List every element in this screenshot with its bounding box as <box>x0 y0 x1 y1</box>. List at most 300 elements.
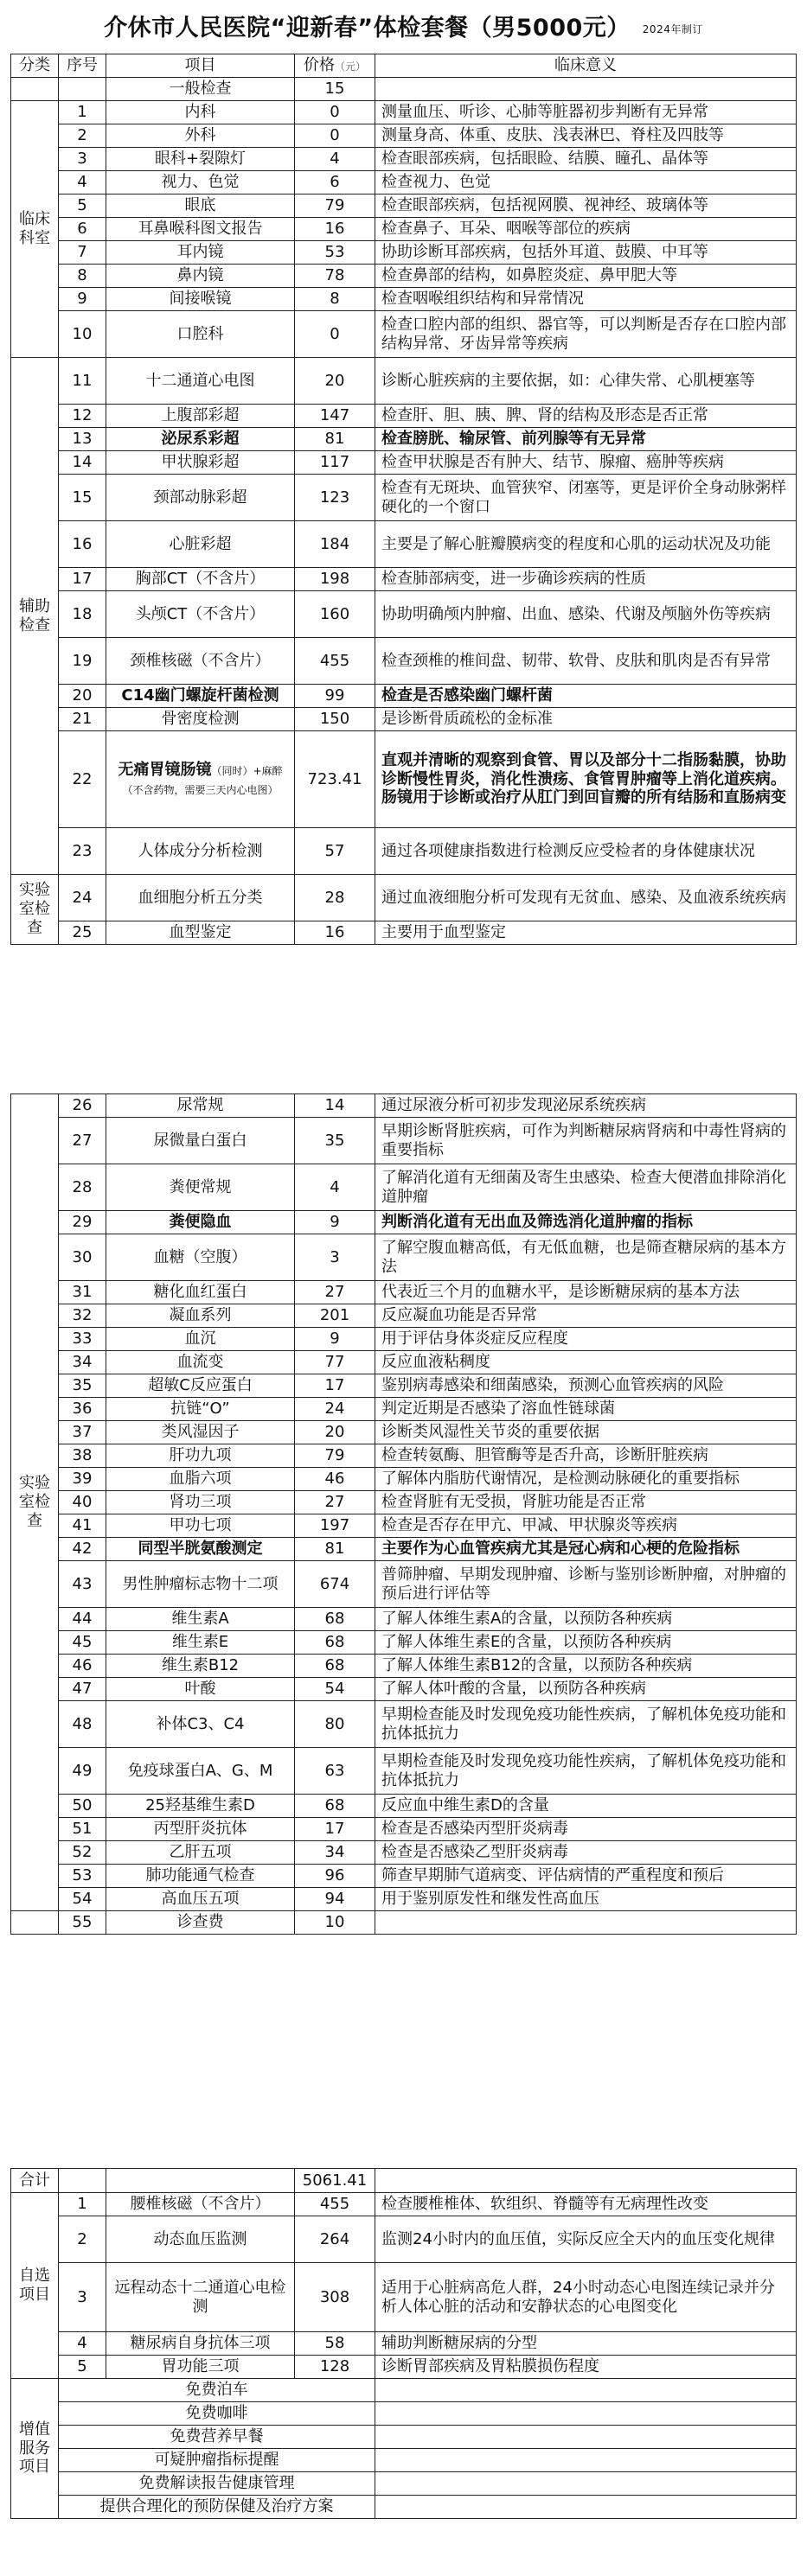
row-meaning: 诊断胃部疾病及胃粘膜损伤程度 <box>375 2356 797 2379</box>
row-no: 10 <box>59 311 106 358</box>
category-optional: 自选项目 <box>11 2193 59 2379</box>
row-price: 147 <box>295 405 375 428</box>
table-row <box>11 218 797 241</box>
table-row <box>11 1841 797 1865</box>
row-item: 血流变 <box>106 1351 295 1374</box>
row-item: 抗链“O” <box>106 1398 295 1421</box>
row-meaning: 检查是否感染乙型肝炎病毒 <box>375 1841 797 1865</box>
row-meaning: 了解人体维生素E的含量，以预防各种疾病 <box>375 1631 797 1655</box>
title-text: 介休市人民医院“迎新春”体检套餐（男5000元） <box>104 15 631 41</box>
total-value: 5061.41 <box>295 2169 375 2193</box>
row-no: 1 <box>59 101 106 124</box>
row-meaning: 测量身高、体重、皮肤、浅表淋巴、脊柱及四肢等 <box>375 124 797 148</box>
service-meaning-empty <box>375 2402 797 2426</box>
row-item: 鼻内镜 <box>106 265 295 288</box>
row-price: 160 <box>295 591 375 638</box>
row-item: 血细胞分析五分类 <box>106 875 295 921</box>
row-item: 颈部动脉彩超 <box>106 475 295 521</box>
row-price: 96 <box>295 1865 375 1888</box>
row-item: 乙肝五项 <box>106 1841 295 1865</box>
row-no: 26 <box>59 1094 106 1118</box>
table-row <box>11 1678 797 1701</box>
row-price: 68 <box>295 1608 375 1631</box>
row-no: 36 <box>59 1398 106 1421</box>
service-meaning-empty <box>375 2426 797 2449</box>
row-item: 肺功能通气检查 <box>106 1865 295 1888</box>
row-item: 同型半胱氨酸测定 <box>106 1538 295 1561</box>
row-no: 48 <box>59 1701 106 1748</box>
row-price: 4 <box>295 1164 375 1211</box>
lab-table-body <box>11 1094 797 1935</box>
row-item: 维生素E <box>106 1631 295 1655</box>
row-price: 27 <box>295 1491 375 1514</box>
row-no: 8 <box>59 265 106 288</box>
row-price: 35 <box>295 1118 375 1164</box>
table-row <box>11 731 797 828</box>
row-item: 动态血压监测 <box>106 2216 295 2263</box>
row-item: 口腔科 <box>106 311 295 358</box>
row-price: 20 <box>295 1421 375 1444</box>
row-meaning: 检查甲状腺是否有肿大、结节、腺瘤、癌肿等疾病 <box>375 451 797 475</box>
row-price: 4 <box>295 148 375 171</box>
row-item: 尿微量白蛋白 <box>106 1118 295 1164</box>
service-row <box>11 2402 797 2426</box>
row-price: 198 <box>295 568 375 591</box>
row-price: 77 <box>295 1351 375 1374</box>
row-price: 10 <box>295 1911 375 1935</box>
table-row <box>11 1701 797 1748</box>
package-table-part3 <box>10 2168 797 2519</box>
total-empty-item <box>106 2169 295 2193</box>
total-row <box>11 2169 797 2193</box>
category-cell-empty <box>11 1911 59 1935</box>
row-price: 79 <box>295 194 375 218</box>
service-row <box>11 2496 797 2519</box>
row-meaning: 检查膀胱、输尿管、前列腺等有无异常 <box>375 428 797 451</box>
row-item: 胸部CT（不含片） <box>106 568 295 591</box>
row-item-endoscopy <box>106 731 295 828</box>
row-price: 201 <box>295 1304 375 1328</box>
table-row <box>11 1421 797 1444</box>
table-row <box>11 1491 797 1514</box>
row-item: 泌尿系彩超 <box>106 428 295 451</box>
service-row <box>11 2379 797 2402</box>
table-row <box>11 521 797 568</box>
table-row <box>11 1444 797 1468</box>
row-meaning: 协助诊断耳部疾病，包括外耳道、鼓膜、中耳等 <box>375 241 797 265</box>
row-meaning: 辅助判断糖尿病的分型 <box>375 2332 797 2356</box>
optional-row <box>11 2263 797 2332</box>
header-no: 序号 <box>59 54 106 78</box>
row-item: 尿常规 <box>106 1094 295 1118</box>
table-row <box>11 1818 797 1841</box>
row-no: 16 <box>59 521 106 568</box>
table-row <box>11 1911 797 1935</box>
row-meaning: 筛查早期肺气道病变、评估病情的严重程度和预后 <box>375 1865 797 1888</box>
optional-row <box>11 2332 797 2356</box>
optional-and-services-body <box>11 2193 797 2519</box>
row-meaning: 了解体内脂肪代谢情况，是检测动脉硬化的重要指标 <box>375 1468 797 1491</box>
header-meaning: 临床意义 <box>375 54 797 78</box>
table-row <box>11 1211 797 1234</box>
row-item: 糖尿病自身抗体三项 <box>106 2332 295 2356</box>
row-item: 间接喉镜 <box>106 288 295 311</box>
row-price: 79 <box>295 1444 375 1468</box>
row-meaning: 检查是否感染幽门螺杆菌 <box>375 685 797 708</box>
table-row <box>11 1631 797 1655</box>
row-meaning: 检查鼻部的结构，如鼻腔炎症、鼻甲肥大等 <box>375 265 797 288</box>
table-row <box>11 1514 797 1538</box>
row-meaning: 检查颈椎的椎间盘、韧带、软骨、皮肤和肌肉是否有异常 <box>375 638 797 685</box>
row-item-sub: （不含药物，需要三天内心电图） <box>122 783 279 796</box>
row-no: 9 <box>59 288 106 311</box>
table-row <box>11 591 797 638</box>
row-price: 80 <box>295 1701 375 1748</box>
header-category: 分类 <box>11 54 59 78</box>
table-row <box>11 1234 797 1281</box>
row-no: 11 <box>59 358 106 405</box>
row-item: 血糖（空腹） <box>106 1234 295 1281</box>
table-row <box>11 428 797 451</box>
table-row <box>11 1468 797 1491</box>
service-row <box>11 2426 797 2449</box>
table-header-row <box>11 54 797 78</box>
row-item: 肝功九项 <box>106 1444 295 1468</box>
row-meaning: 协助明确颅内肿瘤、出血、感染、代谢及颅脑外伤等疾病 <box>375 591 797 638</box>
row-no: 28 <box>59 1164 106 1211</box>
table-row <box>11 148 797 171</box>
row-no: 49 <box>59 1748 106 1795</box>
row-price: 54 <box>295 1678 375 1701</box>
table-row <box>11 1164 797 1211</box>
row-meaning: 用于评估身体炎症反应程度 <box>375 1328 797 1351</box>
table-row <box>11 194 797 218</box>
row-meaning: 了解空腹血糖高低，有无低血糖，也是筛查糖尿病的基本方法 <box>375 1234 797 1281</box>
row-no: 47 <box>59 1678 106 1701</box>
row-price: 0 <box>295 311 375 358</box>
row-meaning: 直观并清晰的观察到食管、胃以及部分十二指肠黏膜，协助诊断慢性胃炎，消化性溃疡、食管胃肿瘤等上消化道疾病。肠镜用于诊断或治疗从肛门到回盲瓣的所有结肠和直肠病变 <box>375 731 797 828</box>
table-row <box>11 1561 797 1608</box>
row-meaning: 检查有无斑块、血管狭窄、闭塞等，更是评价全身动脉粥样硬化的一个窗口 <box>375 475 797 521</box>
table-row <box>11 475 797 521</box>
row-meaning: 早期诊断肾脏疾病，可作为判断糖尿病肾病和中毒性肾病的重要指标 <box>375 1118 797 1164</box>
row-meaning: 是诊断骨质疏松的金标准 <box>375 708 797 731</box>
row-no: 27 <box>59 1118 106 1164</box>
row-no: 53 <box>59 1865 106 1888</box>
page-title <box>0 9 807 42</box>
table-row <box>11 241 797 265</box>
row-meaning: 检查口腔内部的组织、器官等，可以判断是否存在口腔内部结构异常、牙齿异常等疾病 <box>375 311 797 358</box>
row-meaning: 检查眼部疾病，包括视网膜、视神经、玻璃体等 <box>375 194 797 218</box>
row-item: 颈椎核磁（不含片） <box>106 638 295 685</box>
row-price: 197 <box>295 1514 375 1538</box>
table-row <box>11 1538 797 1561</box>
table-row <box>11 568 797 591</box>
table-row <box>11 875 797 921</box>
row-price: 16 <box>295 921 375 945</box>
row-item: 人体成分分析检测 <box>106 828 295 875</box>
row-price: 34 <box>295 1841 375 1865</box>
row-price: 17 <box>295 1818 375 1841</box>
service-meaning-empty <box>375 2472 797 2496</box>
row-item: 免疫球蛋白A、G、M <box>106 1748 295 1795</box>
table-row <box>11 171 797 194</box>
row-meaning: 了解人体叶酸的含量，以预防各种疾病 <box>375 1678 797 1701</box>
row-item: 甲功七项 <box>106 1514 295 1538</box>
table-row <box>11 1374 797 1398</box>
row-no: 32 <box>59 1304 106 1328</box>
row-meaning: 监测24小时内的血压值，实际反应全天内的血压变化规律 <box>375 2216 797 2263</box>
row-item: 外科 <box>106 124 295 148</box>
row-meaning: 检查是否存在甲亢、甲减、甲状腺炎等疾病 <box>375 1514 797 1538</box>
row-item: 丙型肝炎抗体 <box>106 1818 295 1841</box>
row-item: 视力、色觉 <box>106 171 295 194</box>
row-price: 94 <box>295 1888 375 1911</box>
row-meaning: 检查腰椎椎体、软组织、脊髓等有无病理性改变 <box>375 2193 797 2216</box>
category-clinic: 临床科室 <box>11 101 59 358</box>
row-no: 5 <box>59 194 106 218</box>
category-lab-main: 实验室检查 <box>11 1094 59 1911</box>
row-price: 24 <box>295 1398 375 1421</box>
table-row <box>11 1351 797 1374</box>
row-item: 远程动态十二通道心电检测 <box>106 2263 295 2332</box>
row-item: 粪便常规 <box>106 1164 295 1211</box>
row-no: 2 <box>59 2216 106 2263</box>
row-price: 308 <box>295 2263 375 2332</box>
row-item: 头颅CT（不含片） <box>106 591 295 638</box>
table-row <box>11 1398 797 1421</box>
service-meaning-empty <box>375 2449 797 2472</box>
table-row <box>11 124 797 148</box>
row-no: 40 <box>59 1491 106 1514</box>
row-item: 凝血系列 <box>106 1304 295 1328</box>
row-no: 21 <box>59 708 106 731</box>
row-price: 16 <box>295 218 375 241</box>
row-item: 血型鉴定 <box>106 921 295 945</box>
row-item: 眼科+裂隙灯 <box>106 148 295 171</box>
row-no: 45 <box>59 1631 106 1655</box>
row-no: 37 <box>59 1421 106 1444</box>
row-price: 264 <box>295 2216 375 2263</box>
row-no-empty <box>59 78 106 101</box>
row-no: 6 <box>59 218 106 241</box>
row-no: 39 <box>59 1468 106 1491</box>
row-meaning: 鉴别病毒感染和细菌感染，预测心血管疾病的风险 <box>375 1374 797 1398</box>
row-price: 57 <box>295 828 375 875</box>
package-table-part2 <box>10 1094 797 1935</box>
row-item: 粪便隐血 <box>106 1211 295 1234</box>
row-no: 20 <box>59 685 106 708</box>
category-aux: 辅助检查 <box>11 358 59 875</box>
row-no: 38 <box>59 1444 106 1468</box>
row-no: 42 <box>59 1538 106 1561</box>
row-no: 3 <box>59 148 106 171</box>
row-meaning: 判断消化道有无出血及筛选消化道肿瘤的指标 <box>375 1211 797 1234</box>
service-item: 免费咖啡 <box>59 2402 375 2426</box>
row-price: 14 <box>295 1094 375 1118</box>
row-meaning: 主要是了解心脏瓣膜病变的程度和心肌的运动状况及功能 <box>375 521 797 568</box>
row-item: 心脏彩超 <box>106 521 295 568</box>
table-row <box>11 311 797 358</box>
header-price-label: 价格 <box>303 56 335 75</box>
row-item: 维生素B12 <box>106 1655 295 1678</box>
row-meaning: 诊断类风湿性关节炎的重要依据 <box>375 1421 797 1444</box>
row-item: 耳鼻喉科图文报告 <box>106 218 295 241</box>
row-item: 眼底 <box>106 194 295 218</box>
row-price: 15 <box>295 78 375 101</box>
table-row <box>11 1888 797 1911</box>
header <box>0 0 807 52</box>
row-no: 46 <box>59 1655 106 1678</box>
row-meaning: 测量血压、听诊、心肺等脏器初步判断有无异常 <box>375 101 797 124</box>
row-meaning: 通过尿液分析可初步发现泌尿系统疾病 <box>375 1094 797 1118</box>
table-row <box>11 828 797 875</box>
service-item: 免费泊车 <box>59 2379 375 2402</box>
row-no: 55 <box>59 1911 106 1935</box>
row-meaning: 检查肝、胆、胰、脾、肾的结构及形态是否正常 <box>375 405 797 428</box>
header-price-unit: （元） <box>334 61 366 73</box>
table-row <box>11 265 797 288</box>
row-no: 30 <box>59 1234 106 1281</box>
service-meaning-empty <box>375 2496 797 2519</box>
row-no: 18 <box>59 591 106 638</box>
row-meaning: 主要作为心血管疾病尤其是冠心病和心梗的危险指标 <box>375 1538 797 1561</box>
row-meaning: 检查鼻子、耳朵、咽喉等部位的疾病 <box>375 218 797 241</box>
row-item: 高血压五项 <box>106 1888 295 1911</box>
table-row <box>11 358 797 405</box>
table-row <box>11 921 797 945</box>
row-no: 3 <box>59 2263 106 2332</box>
table-row <box>11 1094 797 1118</box>
row-meaning: 用于鉴别原发性和继发性高血压 <box>375 1888 797 1911</box>
row-meaning: 检查咽喉组织结构和异常情况 <box>375 288 797 311</box>
row-item: 血脂六项 <box>106 1468 295 1491</box>
row-price: 3 <box>295 1234 375 1281</box>
table-row <box>11 1655 797 1678</box>
row-no: 23 <box>59 828 106 875</box>
service-item: 免费解读报告健康管理 <box>59 2472 375 2496</box>
row-price: 117 <box>295 451 375 475</box>
row-meaning: 了解人体维生素B12的含量，以预防各种疾病 <box>375 1655 797 1678</box>
row-price: 81 <box>295 1538 375 1561</box>
row-no: 15 <box>59 475 106 521</box>
row-price: 78 <box>295 265 375 288</box>
row-meaning: 代表近三个月的血糖水平，是诊断糖尿病的基本方法 <box>375 1281 797 1304</box>
row-price: 58 <box>295 2332 375 2356</box>
service-row <box>11 2472 797 2496</box>
table-row <box>11 1748 797 1795</box>
row-no: 2 <box>59 124 106 148</box>
row-item: 耳内镜 <box>106 241 295 265</box>
row-meaning: 主要用于血型鉴定 <box>375 921 797 945</box>
row-item: 腰椎核磁（不含片） <box>106 2193 295 2216</box>
row-price: 455 <box>295 2193 375 2216</box>
row-item: 内科 <box>106 101 295 124</box>
row-item: 男性肿瘤标志物十二项 <box>106 1561 295 1608</box>
row-item: 25羟基维生素D <box>106 1795 295 1818</box>
category-lab: 实验室检查 <box>11 875 59 945</box>
table-row <box>11 288 797 311</box>
row-meaning: 适用于心脏病高危人群，24小时动态心电图连续记录并分析人体心脏的活动和安静状态的心电图变化 <box>375 2263 797 2332</box>
row-price: 68 <box>295 1795 375 1818</box>
row-meaning: 反应血液粘稠度 <box>375 1351 797 1374</box>
row-meaning: 了解消化道有无细菌及寄生虫感染、检查大便潜血排除消化道肿瘤 <box>375 1164 797 1211</box>
row-no: 24 <box>59 875 106 921</box>
table-row <box>11 1608 797 1631</box>
row-price: 723.41 <box>295 731 375 828</box>
row-no: 50 <box>59 1795 106 1818</box>
row-price: 68 <box>295 1655 375 1678</box>
table-row <box>11 405 797 428</box>
category-cell-empty <box>11 78 59 101</box>
row-no: 34 <box>59 1351 106 1374</box>
row-no: 12 <box>59 405 106 428</box>
row-price: 17 <box>295 1374 375 1398</box>
row-no: 5 <box>59 2356 106 2379</box>
row-item-note: （同时）+麻醉 <box>211 764 283 777</box>
row-item: 血沉 <box>106 1328 295 1351</box>
row-price: 46 <box>295 1468 375 1491</box>
row-no: 54 <box>59 1888 106 1911</box>
row-item: C14幽门螺旋杆菌检测 <box>106 685 295 708</box>
row-no: 4 <box>59 171 106 194</box>
table-row <box>11 1281 797 1304</box>
row-item-main: 无痛胃镜肠镜 <box>118 760 212 779</box>
total-empty-meaning <box>375 2169 797 2193</box>
row-no: 43 <box>59 1561 106 1608</box>
row-no: 7 <box>59 241 106 265</box>
row-no: 31 <box>59 1281 106 1304</box>
row-meaning: 检查肺部病变，进一步确诊疾病的性质 <box>375 568 797 591</box>
row-meaning: 诊断心脏疾病的主要依据，如：心律失常、心肌梗塞等 <box>375 358 797 405</box>
row-price: 68 <box>295 1631 375 1655</box>
row-meaning: 通过各项健康指数进行检测反应受检者的身体健康状况 <box>375 828 797 875</box>
row-item: 胃功能三项 <box>106 2356 295 2379</box>
service-item: 提供合理化的预防保健及治疗方案 <box>59 2496 375 2519</box>
row-no: 22 <box>59 731 106 828</box>
row-meaning: 检查转氨酶、胆管酶等是否升高，诊断肝脏疾病 <box>375 1444 797 1468</box>
row-item: 叶酸 <box>106 1678 295 1701</box>
row-price: 128 <box>295 2356 375 2379</box>
row-meaning: 反应凝血功能是否异常 <box>375 1304 797 1328</box>
service-meaning-empty <box>375 2379 797 2402</box>
category-value-added: 增值服务项目 <box>11 2379 59 2519</box>
row-item: 肾功三项 <box>106 1491 295 1514</box>
row-no: 14 <box>59 451 106 475</box>
row-meaning: 早期检查能及时发现免疫功能性疾病，了解机体免疫功能和抗体抵抗力 <box>375 1701 797 1748</box>
row-meaning: 检查视力、色觉 <box>375 171 797 194</box>
table-row <box>11 1795 797 1818</box>
total-label: 合计 <box>11 2169 59 2193</box>
total-empty-no <box>59 2169 106 2193</box>
row-item: 糖化血红蛋白 <box>106 1281 295 1304</box>
row-item: 诊查费 <box>106 1911 295 1935</box>
row-price: 27 <box>295 1281 375 1304</box>
row-item: 超敏C反应蛋白 <box>106 1374 295 1398</box>
row-price: 123 <box>295 475 375 521</box>
table-row <box>11 708 797 731</box>
optional-row <box>11 2216 797 2263</box>
row-no: 19 <box>59 638 106 685</box>
row-meaning: 检查是否感染丙型肝炎病毒 <box>375 1818 797 1841</box>
row-meaning: 了解人体维生素A的含量，以预防各种疾病 <box>375 1608 797 1631</box>
row-no: 44 <box>59 1608 106 1631</box>
row-price: 150 <box>295 708 375 731</box>
table-row <box>11 638 797 685</box>
row-meaning: 普筛肿瘤、早期发现肿瘤、诊断与鉴别诊断肿瘤，对肿瘤的预后进行评估等 <box>375 1561 797 1608</box>
service-row <box>11 2449 797 2472</box>
row-no: 4 <box>59 2332 106 2356</box>
